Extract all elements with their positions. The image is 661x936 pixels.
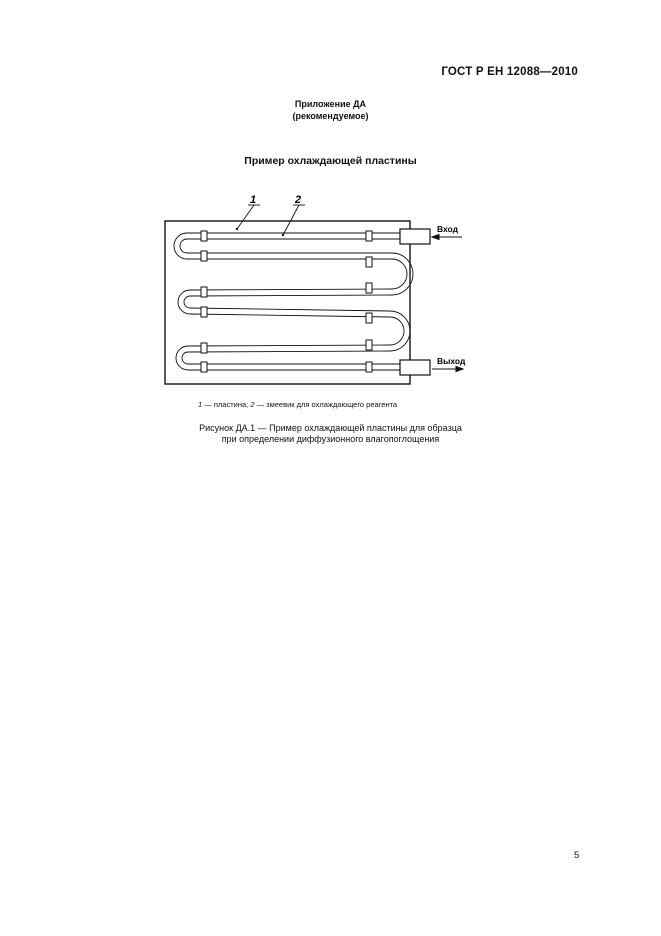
caption-line-1: Рисунок ДА.1 — Пример охлаждающей пластины для образца	[199, 423, 462, 433]
label-coil: 2	[295, 194, 302, 206]
annex-status: (рекомендуемое)	[292, 111, 369, 121]
document-id: ГОСТ Р ЕН 12088—2010	[441, 66, 578, 78]
inlet-label: Вход	[437, 224, 459, 234]
outlet-arrow	[432, 367, 463, 372]
legend-text-2: — змеевик для охлаждающего реагента	[254, 400, 398, 409]
outlet-fitting	[400, 360, 430, 375]
figure-legend	[198, 400, 397, 409]
outlet-label: Выход	[437, 356, 466, 366]
leader-lines	[237, 205, 305, 235]
figure-caption	[0, 423, 661, 445]
caption-line-2: при определении диффузионного влагопоглощения	[221, 434, 440, 444]
legend-num-1: 1	[198, 400, 203, 409]
annex-title: Приложение ДА	[294, 99, 367, 109]
inlet-arrow	[432, 235, 462, 240]
plate-outline	[165, 221, 410, 384]
section-title: Пример охлаждающей пластины	[244, 155, 417, 167]
inlet-fitting	[400, 229, 430, 244]
legend-text-1: — пластина;	[202, 400, 251, 409]
legend-num-2: 2	[250, 400, 255, 409]
label-plate: 1	[250, 194, 257, 206]
page-number: 5	[574, 850, 580, 861]
coil-tube	[174, 233, 413, 370]
